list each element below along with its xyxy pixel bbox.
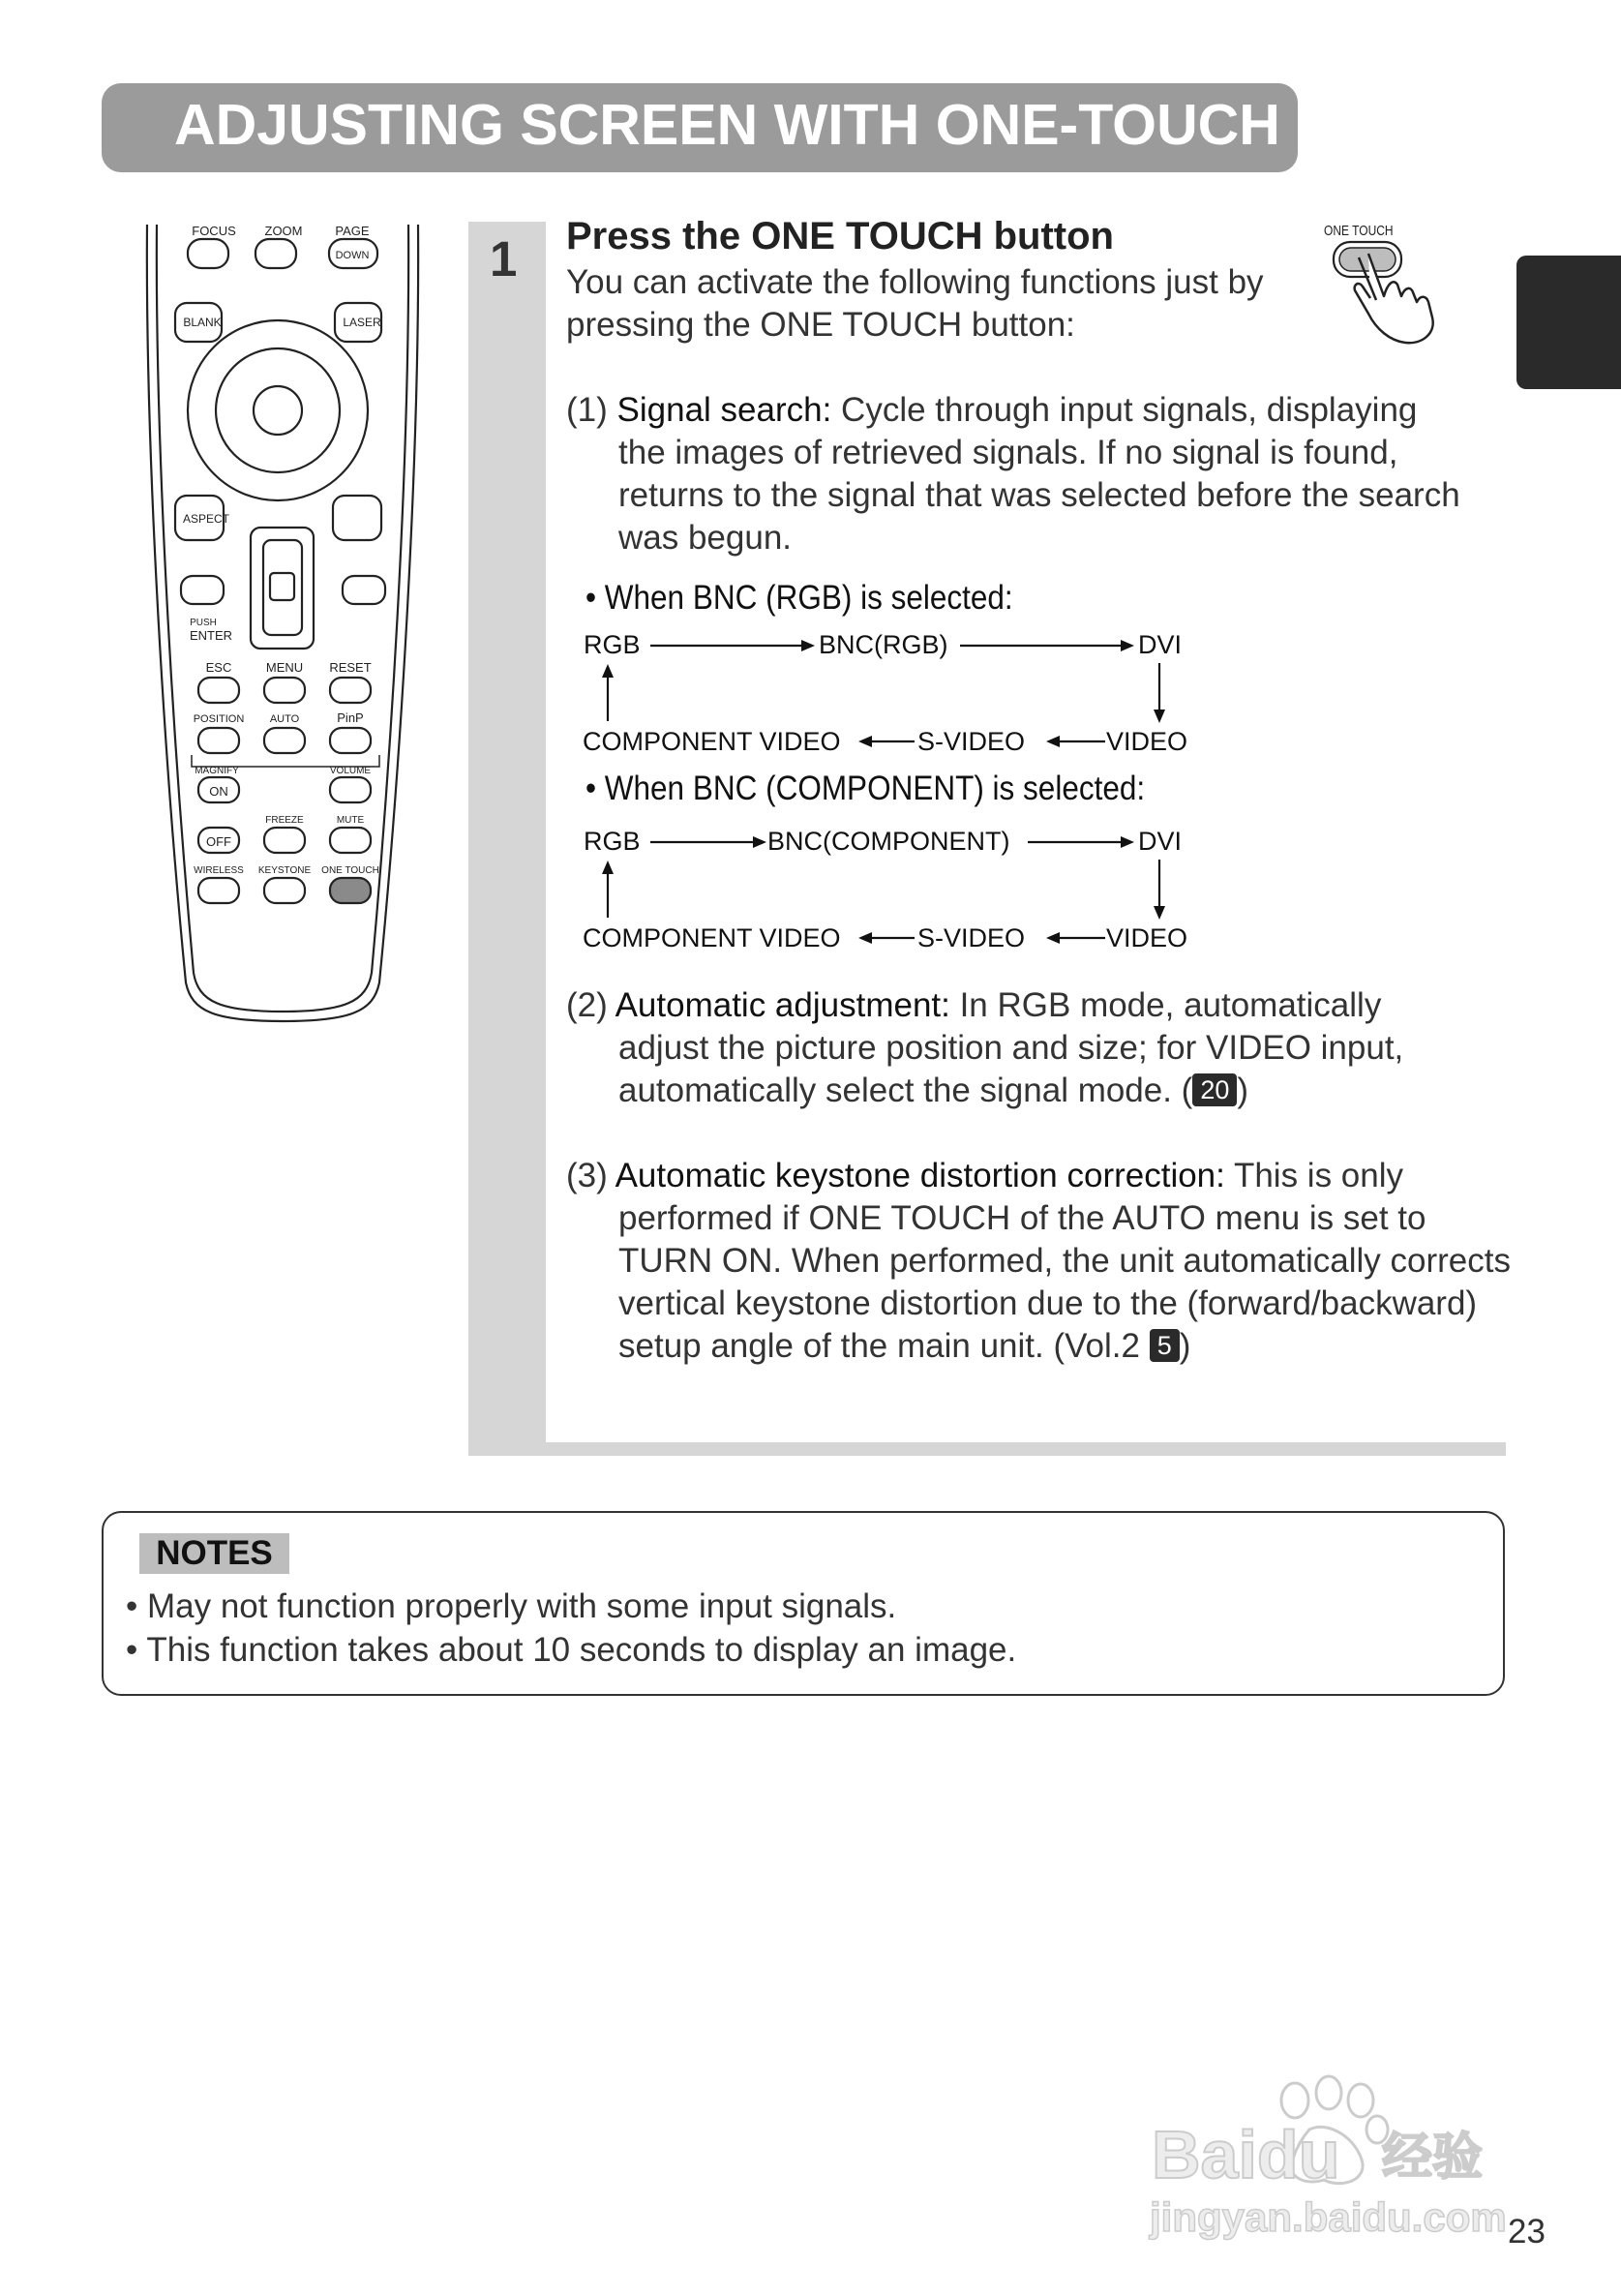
flow-node: S-VIDEO bbox=[917, 727, 1026, 756]
item-signal-search bbox=[566, 389, 1417, 432]
item-label: Signal search: bbox=[616, 391, 832, 429]
notes-line: • This function takes about 10 seconds to display an image. bbox=[126, 1631, 1017, 1669]
item-num: (2) bbox=[566, 986, 608, 1024]
item-text: In RGB mode, automatically bbox=[949, 986, 1382, 1024]
remote-label-menu: MENU bbox=[265, 660, 304, 675]
remote-label-position: POSITION bbox=[193, 713, 245, 725]
flow-node: VIDEO bbox=[1106, 727, 1188, 756]
flow-node: DVI bbox=[1138, 827, 1183, 856]
item-text-line: vertical keystone distortion due to the (forward/backward) bbox=[618, 1284, 1478, 1322]
item-text-line: was begun. bbox=[618, 519, 793, 557]
item-text-line: the images of retrieved signals. If no signal is found, bbox=[618, 434, 1398, 471]
item-num: (1) bbox=[566, 391, 608, 429]
flow-node: COMPONENT VIDEO bbox=[583, 923, 841, 952]
item-text-line: adjust the picture position and size; for VIDEO input, bbox=[618, 1029, 1404, 1067]
remote-label-volume: VOLUME bbox=[329, 766, 372, 776]
section-tab bbox=[1516, 256, 1621, 389]
one-touch-button-label: ONE TOUCH bbox=[1324, 223, 1394, 239]
remote-control-illustration bbox=[140, 218, 431, 1031]
step-title: Press the ONE TOUCH button bbox=[566, 215, 1114, 257]
item-automatic-adjustment bbox=[566, 984, 1381, 1027]
notes-line: • May not function properly with some input signals. bbox=[126, 1587, 897, 1625]
remote-label-laser: LASER bbox=[343, 316, 381, 329]
item-text: ) bbox=[1179, 1327, 1191, 1365]
item-text-line: performed if ONE TOUCH of the AUTO menu is set to bbox=[618, 1199, 1426, 1237]
flow-node: RGB bbox=[584, 827, 641, 856]
flow-rgb-arrows bbox=[571, 619, 1210, 755]
page-number: 23 bbox=[1508, 2213, 1546, 2251]
remote-label-auto: AUTO bbox=[269, 713, 300, 725]
flow-node: VIDEO bbox=[1106, 923, 1188, 952]
remote-label-blank: BLANK bbox=[183, 316, 222, 329]
remote-label-push: PUSH bbox=[190, 618, 217, 628]
remote-label-off: OFF bbox=[206, 834, 231, 849]
remote-label-reset: RESET bbox=[329, 660, 372, 675]
step-indicator-bar bbox=[468, 222, 546, 1456]
remote-label-focus: FOCUS bbox=[192, 224, 236, 238]
remote-label-on: ON bbox=[209, 784, 228, 799]
item-text: automatically select the signal mode. ( bbox=[618, 1072, 1193, 1109]
remote-label-enter: ENTER bbox=[189, 628, 233, 643]
step-intro-line2: pressing the ONE TOUCH button: bbox=[566, 306, 1075, 344]
item-num: (3) bbox=[566, 1157, 608, 1194]
flow-node: BNC(RGB) bbox=[819, 630, 948, 659]
page-reference-badge: 5 bbox=[1150, 1329, 1180, 1362]
flow-node: S-VIDEO bbox=[917, 923, 1026, 952]
flow-node: COMPONENT VIDEO bbox=[583, 727, 841, 756]
item-label: Automatic keystone distortion correction: bbox=[615, 1157, 1225, 1194]
remote-label-wireless: WIRELESS bbox=[194, 865, 244, 876]
item-text: This is only bbox=[1224, 1157, 1404, 1194]
remote-one-touch-button bbox=[330, 878, 371, 903]
flow-rgb-heading: • When BNC (RGB) is selected: bbox=[585, 579, 1013, 617]
remote-label-keystone: KEYSTONE bbox=[257, 865, 312, 876]
notes-tag: NOTES bbox=[139, 1533, 289, 1574]
remote-label-down: DOWN bbox=[335, 250, 370, 261]
watermark-brand: Baidu bbox=[1152, 2117, 1340, 2192]
remote-label-aspect: ASPECT bbox=[182, 512, 230, 526]
baidu-watermark-logo bbox=[1140, 2071, 1527, 2255]
item-text-line bbox=[618, 1070, 1248, 1112]
item-text: Cycle through input signals, displaying bbox=[831, 391, 1418, 429]
page-title: ADJUSTING SCREEN WITH ONE-TOUCH bbox=[174, 93, 1280, 157]
watermark-url: jingyan.baidu.com bbox=[1150, 2194, 1507, 2240]
flow-component-heading: • When BNC (COMPONENT) is selected: bbox=[585, 770, 1146, 807]
watermark-sub: 经验 bbox=[1382, 2129, 1484, 2187]
item-keystone-correction bbox=[566, 1155, 1403, 1197]
item-text-line: TURN ON. When performed, the unit automatically corrects bbox=[618, 1242, 1511, 1280]
remote-label-pinp: PinP bbox=[337, 710, 364, 725]
hand-pressing-button-icon bbox=[1326, 236, 1442, 350]
remote-label-esc: ESC bbox=[205, 660, 232, 675]
step-number: 1 bbox=[490, 231, 518, 287]
remote-label-zoom: ZOOM bbox=[264, 224, 303, 238]
item-text: setup angle of the main unit. (Vol.2 bbox=[618, 1327, 1150, 1365]
remote-label-one-touch: ONE TOUCH bbox=[321, 865, 379, 876]
item-label: Automatic adjustment: bbox=[615, 986, 950, 1024]
page-reference-badge: 20 bbox=[1192, 1073, 1237, 1106]
step-bottom-rule bbox=[468, 1442, 1506, 1456]
remote-label-mute: MUTE bbox=[336, 815, 365, 826]
step-intro-line1: You can activate the following functions just by bbox=[566, 263, 1264, 301]
remote-label-page: PAGE bbox=[335, 224, 370, 238]
item-text-line: returns to the signal that was selected before the search bbox=[618, 476, 1460, 514]
flow-node: DVI bbox=[1138, 630, 1183, 659]
flow-node: BNC(COMPONENT) bbox=[767, 827, 1010, 856]
item-text-line bbox=[618, 1325, 1190, 1368]
flow-node: RGB bbox=[584, 630, 641, 659]
item-text: ) bbox=[1237, 1072, 1249, 1109]
remote-label-magnify: MAGNIFY bbox=[195, 766, 239, 776]
flow-component-arrows bbox=[571, 816, 1210, 952]
remote-label-freeze: FREEZE bbox=[265, 815, 304, 826]
